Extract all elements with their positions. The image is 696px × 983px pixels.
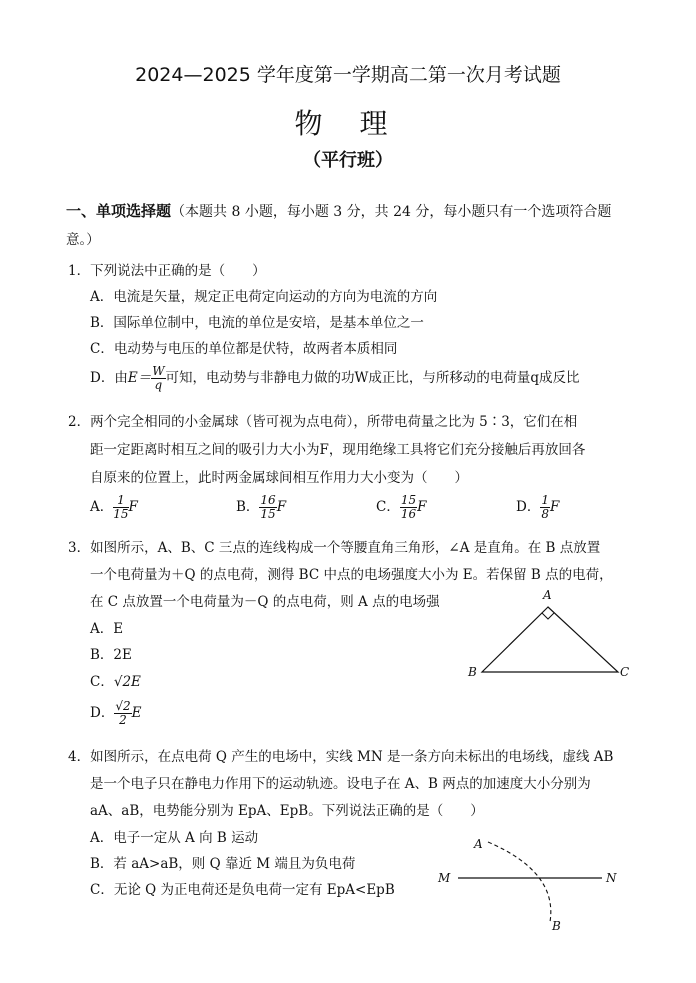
label-n: N xyxy=(606,871,617,885)
q1-formula-fraction xyxy=(151,365,165,392)
q2-c-num: 15 xyxy=(400,493,417,507)
right-angle-mark xyxy=(542,613,554,619)
label-b: B xyxy=(468,665,477,679)
q2-line3: 自原来的位置上，此时两金属球间相互作用力大小变为（ ） xyxy=(90,470,468,486)
q2-option-a xyxy=(90,494,138,521)
q2-d-frac xyxy=(540,494,550,521)
label-m: M xyxy=(438,871,451,885)
q2-d-unit: F xyxy=(549,499,560,515)
q3-d-den: 2 xyxy=(119,713,127,727)
q1-d-prefix: D．由 xyxy=(90,370,128,386)
q3-d-frac xyxy=(114,700,131,727)
trajectory-ab xyxy=(488,842,551,922)
q2-line1: 2．两个完全相同的小金属球（皆可视为点电荷），所带电荷量之比为 5∶3，它们在相 xyxy=(68,414,578,430)
q3-d-unit: E xyxy=(131,705,142,721)
q2-b-frac xyxy=(259,494,276,521)
q4-line3: aA、aB，电势能分别为 EpA、EpB。下列说法正确的是（ ） xyxy=(90,803,484,819)
q3-c-label: C． xyxy=(90,674,114,690)
q2-a-num: 1 xyxy=(113,494,128,508)
label-a: A xyxy=(474,837,483,851)
q2-c-frac xyxy=(400,494,417,521)
q4-option-a: A．电子一定从 A 向 B 运动 xyxy=(90,830,259,846)
q3-line2: 一个电荷量为＋Q 的点电荷，测得 BC 中点的电场强度大小为 E。若保留 B 点的电荷， xyxy=(90,567,613,583)
q2-b-label: B． xyxy=(236,499,260,515)
q2-c-den: 16 xyxy=(400,507,417,521)
q3-d-label: D． xyxy=(90,705,115,721)
q3-option-a: A．E xyxy=(90,621,124,637)
q3-triangle-figure xyxy=(460,585,640,685)
q3-c-value: √2E xyxy=(113,674,141,690)
section-title: 一、单项选择题 xyxy=(66,202,172,220)
q4-field-figure xyxy=(430,832,630,940)
q1-stem: 1．下列说法中正确的是（ ） xyxy=(68,263,266,279)
q1-d-suffix: 可知，电动势与非静电力做的功W成正比，与所移动的电荷量q成反比 xyxy=(165,370,580,386)
subject-title: 物 理 xyxy=(294,107,402,140)
section-note: （本题共 8 小题，每小题 3 分，共 24 分，每小题只有一个选项符合题 xyxy=(171,204,612,220)
q1-formula-num: W xyxy=(152,364,165,378)
q2-c-unit: F xyxy=(417,499,427,515)
q3-line1: 3．如图所示，A、B、C 三点的连线构成一个等腰直角三角形，∠A 是直角。在 B 点放置 xyxy=(68,540,601,556)
q1-option-a: A．电流是矢量，规定正电荷定向运动的方向为电流的方向 xyxy=(90,289,438,305)
class-type: （平行班） xyxy=(303,150,393,171)
q2-c-label: C． xyxy=(376,499,400,515)
q3-option-c xyxy=(90,670,141,690)
q3-d-num: √2 xyxy=(115,699,131,713)
q1-option-d xyxy=(90,365,580,392)
q2-a-label: A． xyxy=(90,499,114,515)
q3-option-d xyxy=(90,700,141,727)
q2-b-den: 15 xyxy=(260,507,276,521)
exam-title: 2024—2025 学年度第一学期高二第一次月考试题 xyxy=(135,64,561,86)
q2-a-frac xyxy=(113,494,128,521)
label-b: B xyxy=(552,919,561,933)
q2-a-den: 15 xyxy=(113,507,129,521)
section-note-cont: 意。） xyxy=(66,232,100,248)
q2-b-num: 16 xyxy=(260,493,276,507)
q2-d-num: 1 xyxy=(541,493,549,507)
q1-formula-lhs: E＝ xyxy=(127,370,152,386)
q1-formula-den: q xyxy=(154,378,163,392)
q2-option-d xyxy=(516,494,559,521)
q1-option-c: C．电动势与电压的单位都是伏特，故两者本质相同 xyxy=(90,341,398,357)
q4-line2: 是一个电子只在静电力作用下的运动轨迹。设电子在 A、B 两点的加速度大小分别为 xyxy=(90,776,591,792)
q2-a-unit: F xyxy=(128,499,138,515)
label-c: C xyxy=(620,665,630,679)
section-heading xyxy=(66,200,611,221)
q1-option-b: B．国际单位制中，电流的单位是安培，是基本单位之一 xyxy=(90,315,424,331)
q2-option-c xyxy=(376,494,427,521)
q4-option-c: C．无论 Q 为正电荷还是负电荷一定有 EpA<EpB xyxy=(90,882,395,898)
q2-option-b xyxy=(236,494,286,521)
q4-option-b: B．若 aA>aB，则 Q 靠近 M 端且为负电荷 xyxy=(90,856,356,872)
q2-line2: 距一定距离时相互之间的吸引力大小为F，现用绝缘工具将它们充分接触后再放回各 xyxy=(90,442,586,458)
q2-b-unit: F xyxy=(276,499,287,515)
q2-d-den: 8 xyxy=(541,507,549,521)
q2-d-label: D． xyxy=(516,499,541,515)
label-a: A xyxy=(543,588,552,602)
q3-line3: 在 C 点放置一个电荷量为－Q 的点电荷，则 A 点的电场强 xyxy=(90,594,440,610)
q4-line1: 4．如图所示，在点电荷 Q 产生的电场中，实线 MN 是一条方向未标出的电场线，虚线 AB xyxy=(68,749,614,765)
q3-option-b: B．2E xyxy=(90,647,132,663)
